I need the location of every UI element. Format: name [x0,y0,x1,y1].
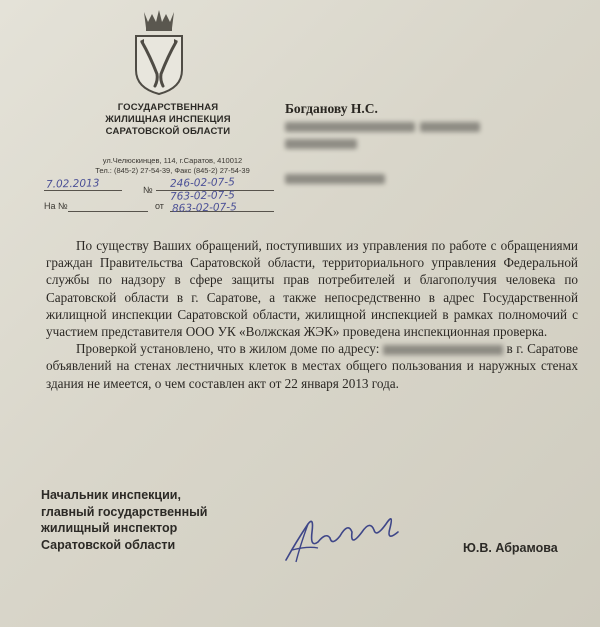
reply-from-handwritten: 863-02-07-5 [171,201,237,215]
body-paragraph-2-end: в г. Саратове объявлений на стенах лестничных клеток в местах общего пользования и наружных стенах здания не имеется, о чем составлен акт от 22 января 2013 года. [46,341,579,391]
body-paragraph-1: По существу Ваших обращений, поступивших из управления по работе с обращениями граждан Правительства Саратовской области, территориального управления Федеральной службы по надзору в сфере защиты прав потребителей и благополучия человека по Саратовской области в г. Саратове, а также непосредственно в адрес Государственной жилищной инспекции Саратовской области, жилищной инспекцией в рамках полномочий с участием представителя ООО УК «Волжская ЖЭК» проведена инспекционная проверка. [46,238,578,340]
address-line-2: Тел.: (845-2) 27-54-39, Факс (845-2) 27-54-39 [95,166,250,175]
signer-title-line-1: Начальник инспекции, [41,488,181,502]
in-reply-label: На № [44,201,68,211]
reply-number-handwritten: 763-02-07-5 [169,189,235,203]
handwritten-signature [278,502,418,572]
redacted-email [285,174,385,184]
redacted-address [383,345,503,355]
body-paragraph-2-start: Проверкой установлено, что в жилом доме по адресу: [76,341,380,357]
organization-address [50,156,295,176]
body-paragraph-2 [46,340,578,392]
letter-body [46,237,578,392]
redacted-street [285,122,415,132]
org-line-3: САРАТОВСКОЙ ОБЛАСТИ [105,126,231,137]
from-label: от [155,201,164,211]
org-line-1: ГОСУДАРСТВЕННАЯ [117,102,219,113]
in-reply-line [68,211,148,212]
org-line-2: ЖИЛИЩНАЯ ИНСПЕКЦИЯ [105,114,231,125]
signer-title-line-2: главный государственный [41,504,208,519]
signer-title-line-3: жилищный инспектор [41,521,178,535]
redacted-city [285,139,357,149]
number-label: № [143,185,153,195]
signer-title [41,487,208,553]
redacted-house [420,122,480,132]
organization-name [58,102,278,138]
date-handwritten: 7.02.2013 [45,177,100,191]
signer-name: Ю.В. Абрамова [463,541,558,555]
number-handwritten: 246-02-07-5 [169,176,235,190]
saratov-coat-of-arms-icon [130,8,188,96]
recipient-name: Богданову Н.С. [285,101,378,116]
address-line-1: ул.Челюскинцев, 114, г.Саратов, 410012 [102,156,243,165]
signer-title-line-4: Саратовской области [41,537,176,552]
